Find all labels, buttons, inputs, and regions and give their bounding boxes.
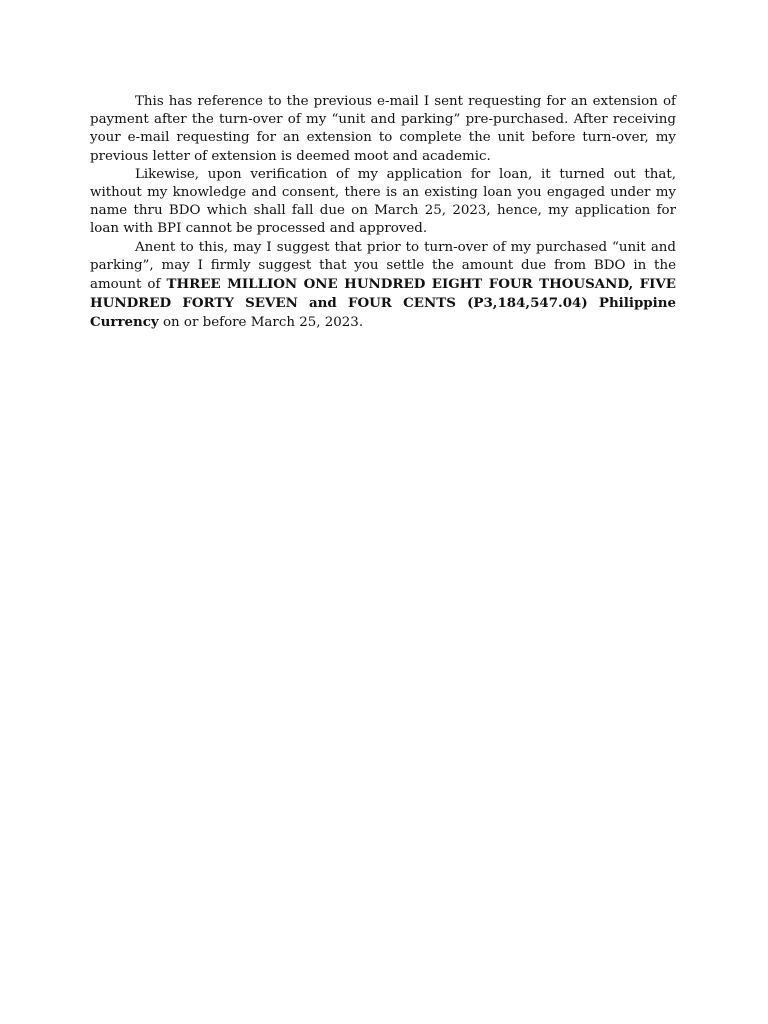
suggestion-text: Anent to this, may I suggest that prior to turn-over of my purchased “unit and parking”, may I firmly suggest that you settle the amount due from BDO in the amount of — [90, 239, 676, 293]
paragraph-loan-verification: Likewise, upon verification of my application for loan, it turned out that, without my knowledge and consent, there is an existing loan you engaged under my name thru BDO which shall fall due on March 25, 2023, hence, my application for loan with BPI cannot be processed and approved. — [90, 166, 676, 237]
paragraph-reference: This has reference to the previous e-mail I sent requesting for an extension of payment after the turn-over of my “unit and parking” pre-purchased. After receiving your e-mail requesting for an extension to complete the unit before turn-over, my previous letter of extension is deemed moot and academic. — [90, 94, 676, 164]
due-date-text: on or before March 25, 2023. — [158, 315, 364, 331]
currency-label: Philippine Currency — [90, 295, 677, 331]
paragraph-suggestion — [90, 239, 676, 333]
amount-in-words: THREE MILLION ONE HUNDRED EIGHT FOUR THOUSAND, FIVE HUNDRED FORTY SEVEN and FOUR CENTS — [90, 276, 677, 312]
amount-figure: (P3,184,547.04) — [467, 295, 588, 312]
letter-body — [90, 93, 676, 333]
